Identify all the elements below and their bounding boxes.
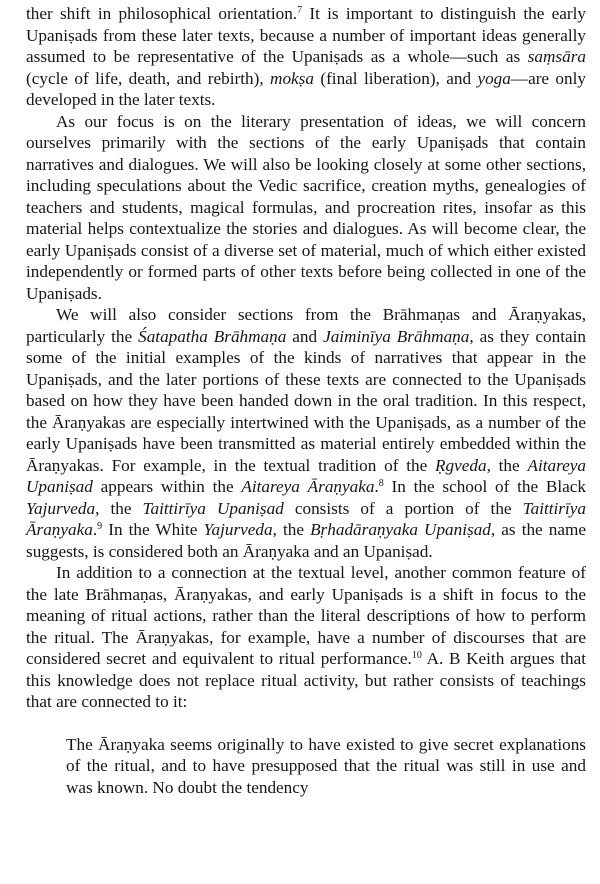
text-run: —are only developed in the later texts. (26, 68, 586, 109)
text-run: . (374, 477, 379, 496)
text-run: appears within the (92, 477, 242, 496)
block-quote (26, 734, 586, 799)
footnote-marker: 7 (297, 5, 303, 16)
text-run: In the school of the Black (383, 477, 586, 496)
italic-term: Taittirīya Āraṇyaka (26, 498, 586, 539)
italic-term: Bṛhadāraṇyaka Upaniṣad (310, 520, 491, 539)
text-run: , as the name suggests, is considered both an Āraṇyaka and an Upaniṣad. (26, 520, 586, 561)
italic-term: yoga (477, 68, 511, 88)
text-run: We will also consider sections from the Brāhmaṇas and Āraṇyakas, particularly the (26, 305, 586, 346)
body-paragraph-1 (26, 3, 586, 111)
text-run: The Āraṇyaka seems originally to have existed to give secret explanations of the ritual, and to have presupposed that the ritual was still in use and was known. No doubt the tendency (66, 734, 586, 797)
text-run: It is important to distinguish the early Upaniṣads from these later texts, because a number of important ideas generally assumed to be representative of the Upaniṣads as a whole—such as (26, 4, 586, 66)
text-run: (cycle of life, death, and rebirth), (26, 68, 271, 88)
footnote-marker: 9 (97, 521, 103, 532)
italic-term: Jaiminīya Brāhmaṇa (323, 326, 470, 346)
text-run: In addition to a connection at the textual level, another common feature of the late Brāhmaṇas, Āraṇyakas, and early Upaniṣads is a shift in focus to the meaning of ritual actions, rather than the literal descriptions of how to perform the ritual. The Āraṇyakas, for example, have a number of discourses that are considered secret and equivalent to ritual performance. (26, 563, 586, 668)
body-paragraph-2 (26, 111, 586, 305)
text-run: A. B Keith argues that this knowledge does not replace ritual activity, but rather consists of teachings that are connected to it: (26, 649, 586, 711)
italic-term: Aitareya Āraṇyaka (241, 477, 375, 496)
italic-term: Aitareya Upaniṣad (26, 455, 586, 496)
text-run: , the (272, 520, 311, 539)
italic-term: Śatapatha Brāhmaṇa (138, 326, 287, 346)
text-run: consists of a portion of the (283, 498, 523, 518)
italic-term: Yajurveda (26, 498, 96, 518)
text-run: , the (486, 455, 528, 475)
text-run: (final liberation), and (313, 68, 478, 88)
text-run: As our focus is on the literary presentation of ideas, we will concern ourselves primarily with the sections of the early Upaniṣads that contain narratives and dialogues. We will also be looking closely at some other sections, including speculations about the Vedic sacrifice, creation myths, genealogies of teachers and students, magical formulas, and procreation rites, insofar as this material helps contextualize the stories and dialogues. As will become clear, the early Upaniṣads consist of a diverse set of material, much of which either existed independently or formed parts of other texts before being collected in one of the Upaniṣads. (26, 111, 586, 303)
body-paragraph-4 (26, 562, 586, 713)
text-run: and (286, 326, 324, 346)
italic-term: Yajurveda (203, 520, 273, 539)
text-run: In the White (102, 520, 204, 539)
body-paragraph-3 (26, 304, 586, 562)
text-run: , as they contain some of the initial examples of the kinds of narratives that appear in the Upaniṣads, and the later portions of these texts are connected to the Upaniṣads based on how they have been handed down in the oral tradition. In this respect, the Āraṇyakas are especially intertwined with the Upaniṣads, as a number of the early Upaniṣads have been transmitted as material entirely embedded within the Āraṇyakas. For example, in the textual tradition of the (26, 326, 586, 475)
italic-term: Ṛgveda (435, 455, 487, 475)
footnote-marker: 8 (378, 478, 384, 489)
text-run: ther shift in philosophical orientation. (26, 4, 298, 23)
italic-term: mokṣa (270, 68, 314, 88)
footnote-marker: 10 (411, 650, 422, 661)
italic-term: Taittirīya Upaniṣad (142, 498, 284, 518)
text-run: . (92, 520, 98, 539)
italic-term: saṃsāra (527, 47, 586, 66)
text-run: , the (95, 498, 143, 518)
